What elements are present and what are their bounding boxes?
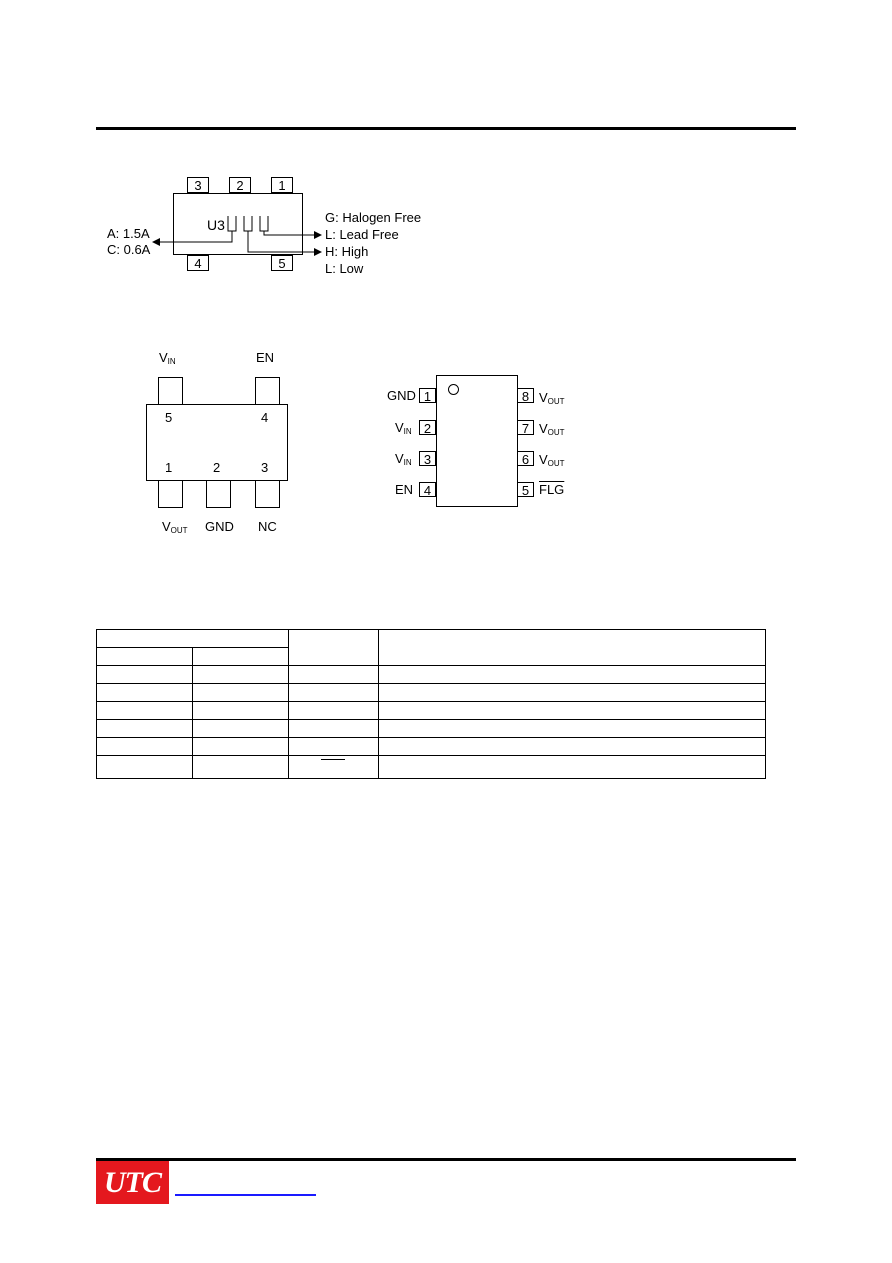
note-g: G: Halogen Free xyxy=(325,210,422,225)
soic-pin-4: 4 xyxy=(419,482,436,497)
soic-label-vin-2: $V_{IN}$ xyxy=(395,420,412,436)
arrow-right-icon xyxy=(314,231,322,239)
soic-pin-1: 1 xyxy=(419,388,436,403)
sot-label-vin: $V_{IN}$ xyxy=(159,350,176,366)
sot-num-4: 4 xyxy=(261,410,269,425)
table-header-cell xyxy=(97,630,289,648)
sot-num-3: 3 xyxy=(261,460,269,475)
sot-label-nc: NC xyxy=(258,519,277,534)
soic-pin-3: 3 xyxy=(419,451,436,466)
sot-num-2: 2 xyxy=(213,460,221,475)
table-row xyxy=(97,720,766,738)
soic-pin-2: 2 xyxy=(419,420,436,435)
table-header-cell xyxy=(97,648,193,666)
table-row xyxy=(97,666,766,684)
overline-mark xyxy=(321,759,345,760)
soic-label-en: EN xyxy=(395,482,414,497)
soic-label-vout-8: $V_{OUT}$ xyxy=(539,390,565,406)
marking-pin-2: 2 xyxy=(229,177,251,193)
table-row xyxy=(97,684,766,702)
soic-label-flg: $\overline{FLG}$ xyxy=(539,482,565,497)
soic-label-vout-6: $V_{OUT}$ xyxy=(539,452,565,468)
marking-code: U3 xyxy=(207,217,225,233)
sot-lead-4 xyxy=(255,377,280,405)
sot-lead-1 xyxy=(158,480,183,508)
note-l-low: L: Low xyxy=(325,261,364,276)
table-row xyxy=(97,702,766,720)
sot-label-en: EN xyxy=(256,350,275,365)
soic-label-vin-3: $V_{IN}$ xyxy=(395,451,412,467)
table-header-cell xyxy=(379,630,766,666)
arrow-right-icon xyxy=(314,248,322,256)
table-row xyxy=(97,738,766,756)
utc-logo: UTC xyxy=(96,1161,169,1204)
sot-lead-5 xyxy=(158,377,183,405)
note-h: H: High xyxy=(325,244,369,259)
note-a: A: 1.5A xyxy=(107,226,150,241)
sot-num-5: 5 xyxy=(165,410,173,425)
marking-pin-3: 3 xyxy=(187,177,209,193)
sot-num-1: 1 xyxy=(165,460,173,475)
soic-label-gnd: GND xyxy=(387,388,416,403)
arrow-left-icon xyxy=(152,238,160,246)
pin1-dot-icon xyxy=(448,384,459,395)
soic-label-vout-7: $V_{OUT}$ xyxy=(539,421,565,437)
table-header-cell xyxy=(289,630,379,666)
soic-pin-8: 8 xyxy=(517,388,534,403)
pin-description-table xyxy=(96,629,766,779)
note-c: C: 0.6A xyxy=(107,242,151,257)
marking-pin-1: 1 xyxy=(271,177,293,193)
table-header-row xyxy=(97,630,766,648)
footer-link-underline[interactable] xyxy=(175,1194,316,1196)
sot-lead-2 xyxy=(206,480,231,508)
footer-rule xyxy=(96,1158,796,1161)
marking-pin-5: 5 xyxy=(271,255,293,271)
table-row xyxy=(97,756,766,779)
sot-label-vout: $V_{OUT}$ xyxy=(162,519,188,535)
note-l-lead: L: Lead Free xyxy=(325,227,399,242)
soic-pin-7: 7 xyxy=(517,420,534,435)
marking-pin-4: 4 xyxy=(187,255,209,271)
sot-label-gnd: GND xyxy=(205,519,234,534)
soic-body xyxy=(436,375,518,507)
soic-pin-6: 6 xyxy=(517,451,534,466)
soic-pin-5: 5 xyxy=(517,482,534,497)
sot-lead-3 xyxy=(255,480,280,508)
table-header-cell xyxy=(193,648,289,666)
